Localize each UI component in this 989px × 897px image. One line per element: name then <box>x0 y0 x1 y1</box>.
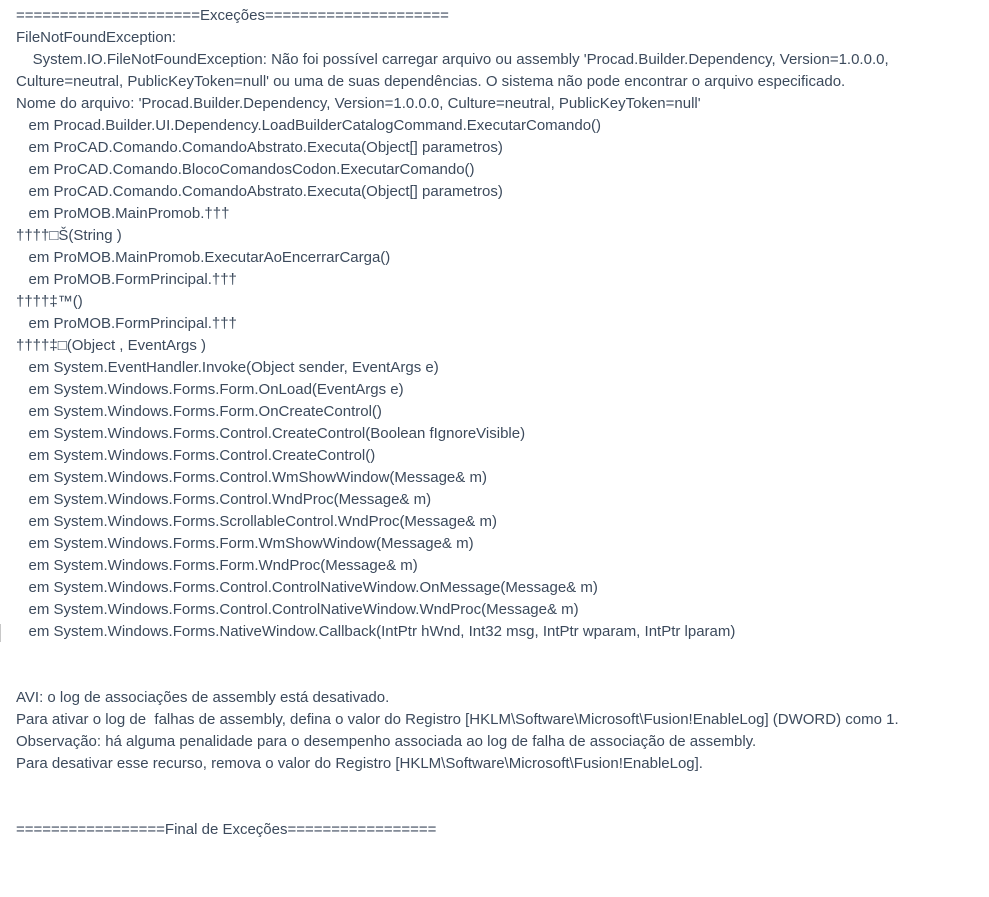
blank-space <box>16 775 981 819</box>
stack-trace-line: em Procad.Builder.UI.Dependency.LoadBuilderCatalogCommand.ExecutarComando() <box>16 117 602 134</box>
stack-trace-line: em ProCAD.Comando.ComandoAbstrato.Executa(Object[] parametros) <box>16 139 503 156</box>
stack-trace-line: em System.Windows.Forms.Form.WmShowWindow(Message& m) <box>16 535 474 552</box>
stack-trace-line: em ProCAD.Comando.BlocoComandosCodon.ExecutarComando() <box>16 161 475 178</box>
notice-line: Observação: há alguma penalidade para o desempenho associada ao log de falha de associação de assembly. <box>16 733 757 750</box>
notice-line: AVI: o log de associações de assembly está desativado. <box>16 689 390 706</box>
stack-trace-line: ††††□Š(String ) <box>16 227 122 244</box>
notice-line: Para desativar esse recurso, remova o valor do Registro [HKLM\Software\Microsoft\Fusion!EnableLog]. <box>16 755 703 772</box>
stack-trace-line: em System.Windows.Forms.Form.OnLoad(EventArgs e) <box>16 381 404 398</box>
stack-trace-line: em System.Windows.Forms.Form.OnCreateControl() <box>16 403 382 420</box>
stack-trace-line: em ProMOB.MainPromob.ExecutarAoEncerrarCarga() <box>16 249 391 266</box>
stack-trace-line: ††††‡□(Object , EventArgs ) <box>16 337 206 354</box>
stack-trace-line: em System.Windows.Forms.NativeWindow.Callback(IntPtr hWnd, Int32 msg, IntPtr wparam, IntPtr lparam) <box>16 623 736 640</box>
notice-line: Para ativar o log de falhas de assembly, defina o valor do Registro [HKLM\Software\Microsoft\Fusion!EnableLog] (DWORD) como 1. <box>16 711 899 728</box>
file-name-line: Nome do arquivo: 'Procad.Builder.Dependency, Version=1.0.0.0, Culture=neutral, PublicKeyToken=null' <box>16 95 701 112</box>
exception-name: FileNotFoundException: <box>16 29 177 46</box>
exceptions-footer: =================Final de Exceções================= <box>16 821 437 838</box>
exceptions-header: =====================Exceções===================== <box>16 7 449 24</box>
stack-trace-line: em ProCAD.Comando.ComandoAbstrato.Executa(Object[] parametros) <box>16 183 503 200</box>
stack-trace-line: em System.Windows.Forms.Control.WndProc(Message& m) <box>16 491 432 508</box>
stack-trace-line: em System.Windows.Forms.Control.ControlNativeWindow.WndProc(Message& m) <box>16 601 579 618</box>
stack-trace-line: em ProMOB.MainPromob.††† <box>16 205 230 222</box>
text-caret <box>0 624 1 642</box>
blank-space <box>16 643 981 687</box>
exception-message-line: Culture=neutral, PublicKeyToken=null' ou uma de suas dependências. O sistema não pode encontrar o arquivo especificado. <box>16 73 846 90</box>
stack-trace-line: em ProMOB.FormPrincipal.††† <box>16 315 237 332</box>
stack-trace-line: em System.Windows.Forms.Control.WmShowWindow(Message& m) <box>16 469 487 486</box>
stack-trace-line: em System.EventHandler.Invoke(Object sender, EventArgs e) <box>16 359 439 376</box>
stack-trace-line: em System.Windows.Forms.Form.WndProc(Message& m) <box>16 557 418 574</box>
stack-trace-line: em System.Windows.Forms.Control.CreateControl() <box>16 447 376 464</box>
exception-log <box>16 5 981 841</box>
stack-trace-line: em ProMOB.FormPrincipal.††† <box>16 271 237 288</box>
stack-trace-line: ††††‡™() <box>16 293 83 310</box>
stack-trace-line: em System.Windows.Forms.Control.ControlNativeWindow.OnMessage(Message& m) <box>16 579 598 596</box>
stack-trace-line: em System.Windows.Forms.ScrollableControl.WndProc(Message& m) <box>16 513 497 530</box>
stack-trace-line: em System.Windows.Forms.Control.CreateControl(Boolean fIgnoreVisible) <box>16 425 526 442</box>
exception-message-line: System.IO.FileNotFoundException: Não foi possível carregar arquivo ou assembly 'Procad.Builder.Dependency, Version=1.0.0.0, <box>16 51 889 68</box>
